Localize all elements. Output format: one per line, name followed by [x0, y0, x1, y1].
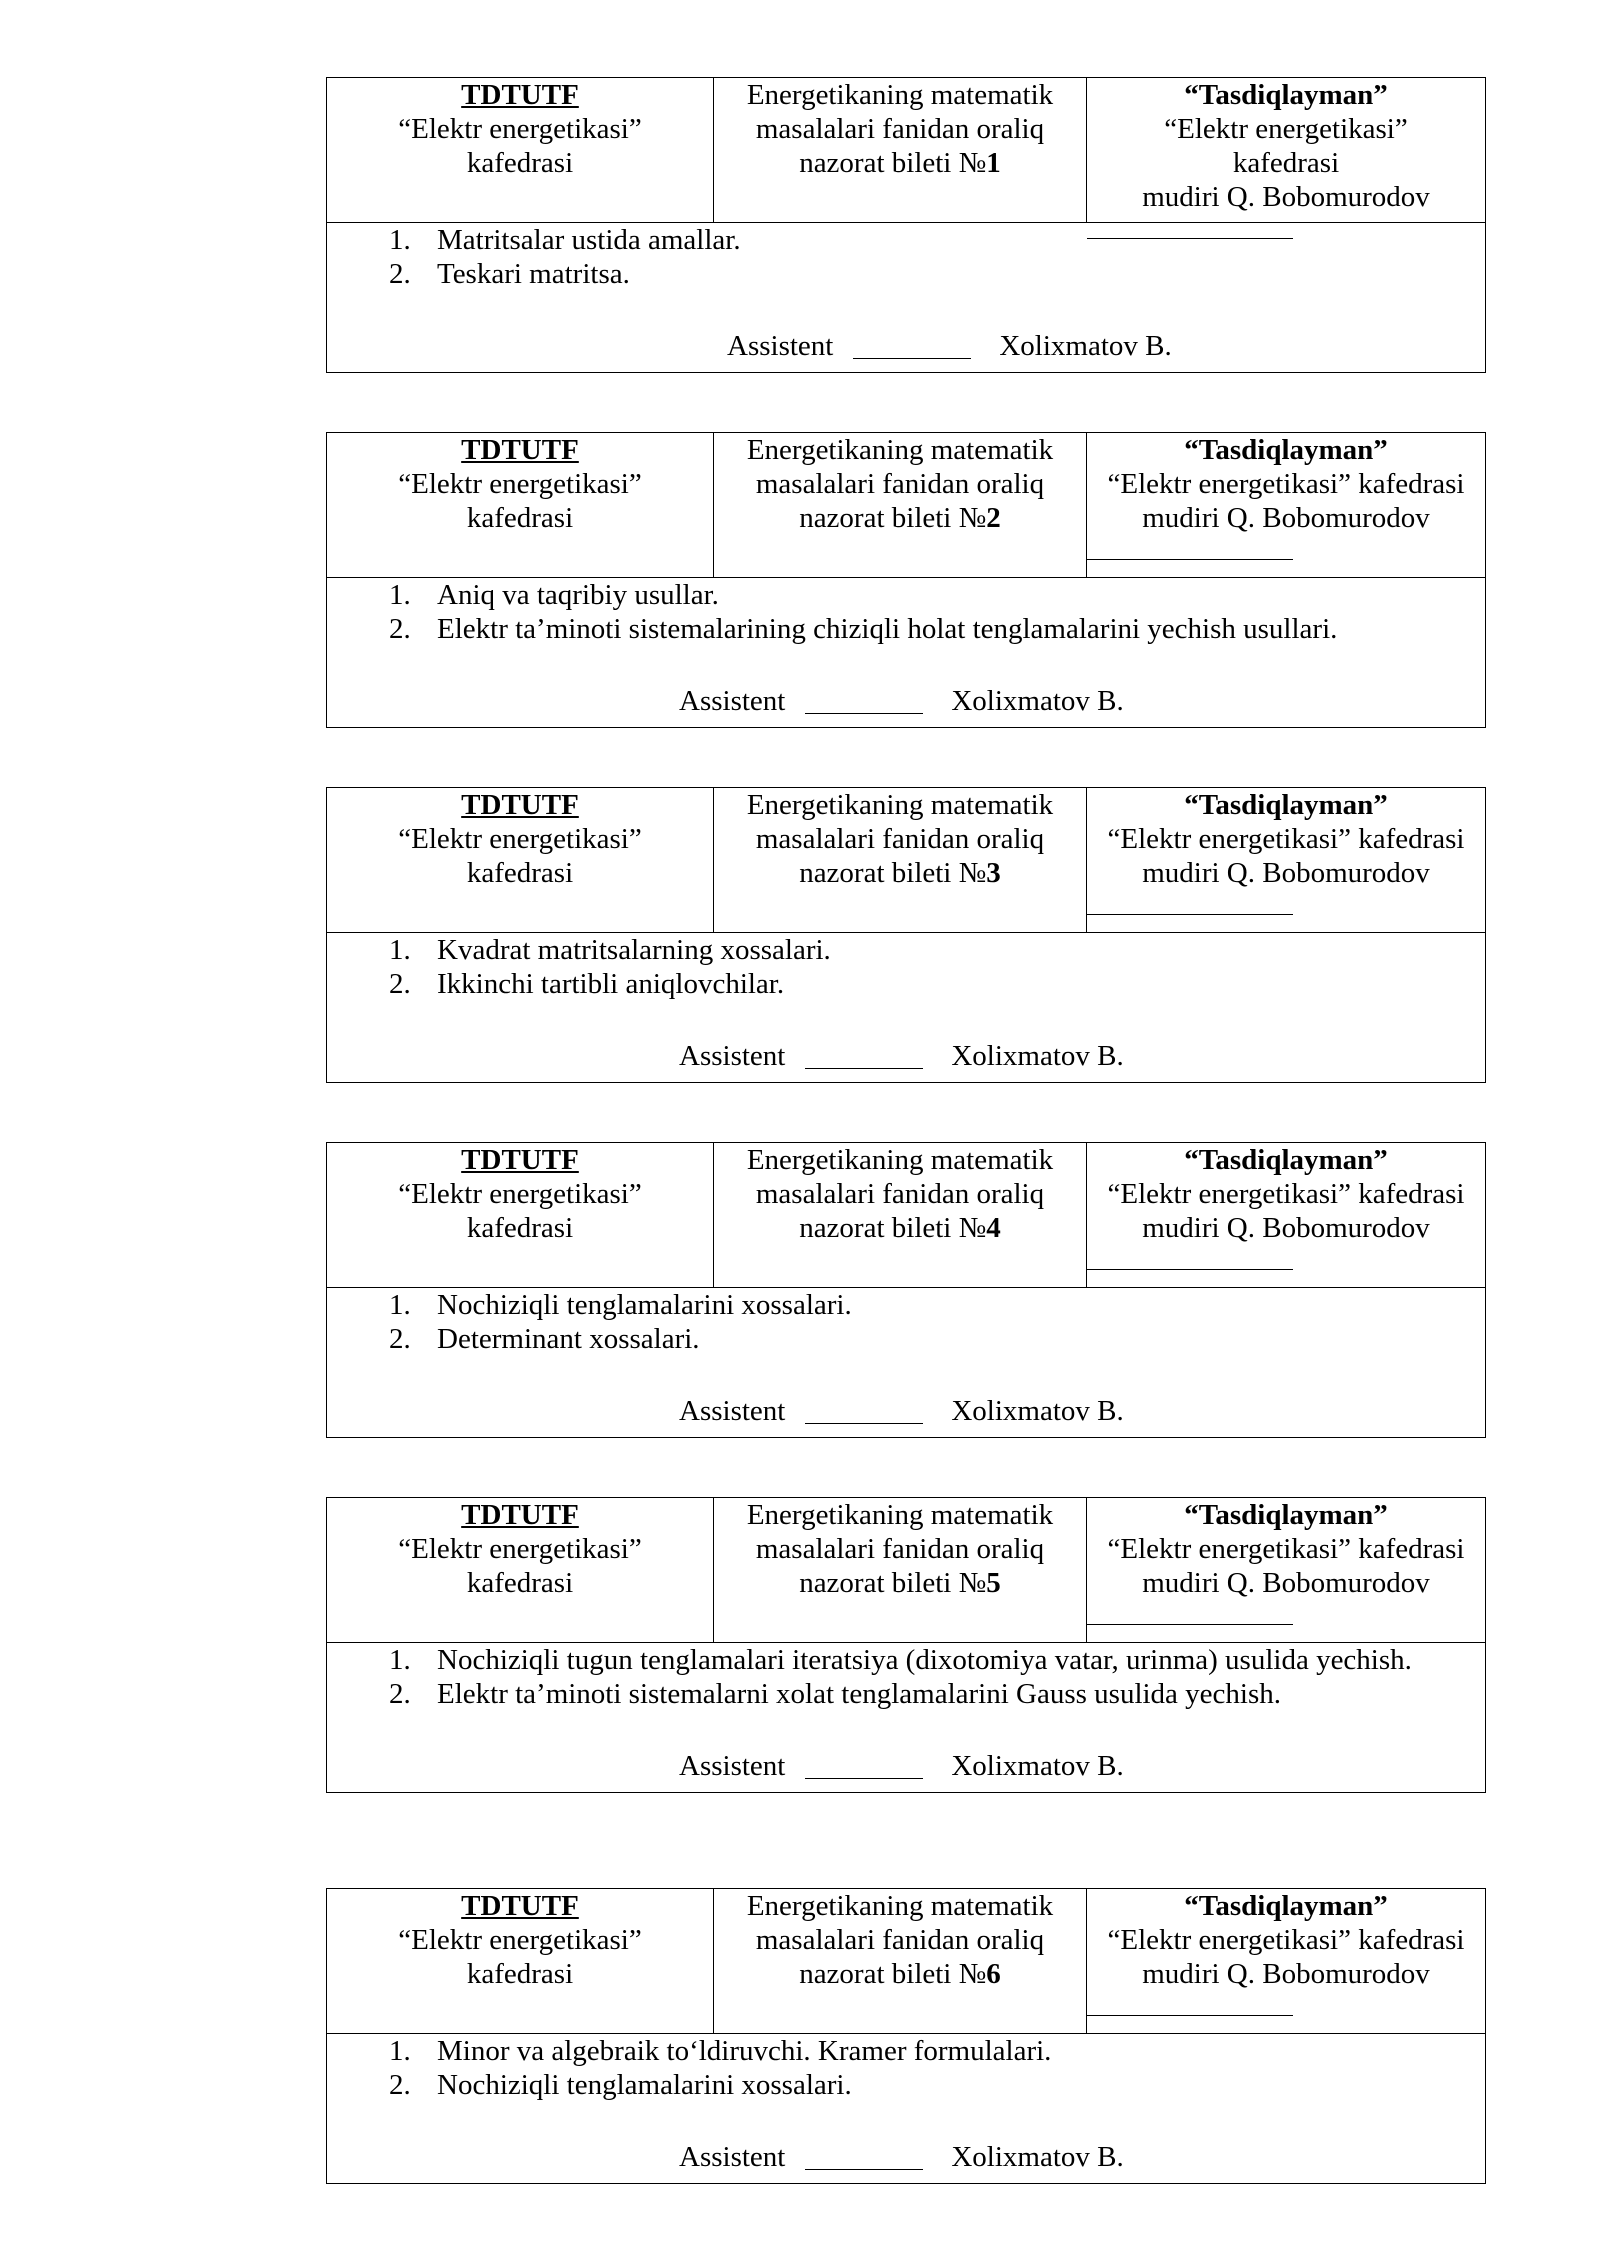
assistant-sign-line — [805, 1778, 923, 1779]
department-line-1: “Elektr energetikasi” — [398, 823, 642, 855]
title-line-2: masalalari fanidan oraliq — [755, 1178, 1045, 1210]
ticket-number: 1 — [986, 147, 1001, 179]
question-2 — [389, 1677, 1281, 1711]
title-line-1: Energetikaning matematik — [746, 1499, 1054, 1531]
exam-ticket — [326, 432, 1486, 728]
title-line-2: masalalari fanidan oraliq — [755, 468, 1045, 500]
approve-label: “Tasdiqlayman” — [1184, 434, 1388, 466]
question-number: 2. — [389, 1323, 411, 1355]
question-number: 1. — [389, 224, 411, 256]
approve-label: “Tasdiqlayman” — [1184, 1144, 1388, 1176]
assistant-signature — [327, 1039, 1600, 1073]
approver-line-3: mudiri Q. Bobomurodov — [1142, 857, 1430, 889]
title-line-2: masalalari fanidan oraliq — [755, 1924, 1045, 1956]
question-number: 2. — [389, 1678, 411, 1710]
question-text: Nochiziqli tugun tenglamalari iteratsiya (dixotomiya vatar, urinma) usulida yechish. — [437, 1644, 1412, 1676]
assistant-label: Assistent — [679, 1750, 786, 1782]
title-line-1: Energetikaning matematik — [746, 1144, 1054, 1176]
approve-label: “Tasdiqlayman” — [1184, 1499, 1388, 1531]
department-line-2: kafedrasi — [466, 147, 574, 179]
approver-line-3: mudiri Q. Bobomurodov — [1142, 1958, 1430, 1990]
approver-line-1: “Elektr energetikasi” kafedrasi — [1107, 1178, 1465, 1210]
assistant-label: Assistent — [679, 1040, 786, 1072]
ticket-title-cell — [714, 78, 1087, 222]
question-number: 1. — [389, 934, 411, 966]
assistant-label: Assistent — [679, 685, 786, 717]
ticket-title-cell — [714, 1889, 1087, 2033]
approval-cell — [1087, 433, 1485, 577]
assistant-sign-line — [805, 2169, 923, 2170]
ticket-header — [327, 78, 1485, 223]
signature-line — [1087, 1247, 1485, 1270]
question-1 — [389, 933, 831, 967]
exam-ticket — [326, 77, 1486, 373]
department-line-2: kafedrasi — [466, 857, 574, 889]
ticket-number: 6 — [986, 1958, 1001, 1990]
assistant-signature — [327, 329, 1600, 363]
approver-line-1: “Elektr energetikasi” kafedrasi — [1107, 468, 1465, 500]
department-line-1: “Elektr energetikasi” — [398, 468, 642, 500]
ticket-number: 2 — [986, 502, 1001, 534]
title-line-3: nazorat bileti №6 — [799, 1958, 1001, 1990]
ticket-header — [327, 1498, 1485, 1643]
department-line-2: kafedrasi — [466, 1567, 574, 1599]
title-line-1: Energetikaning matematik — [746, 79, 1054, 111]
exam-ticket — [326, 787, 1486, 1083]
assistant-name: Xolixmatov B. — [951, 1750, 1124, 1782]
question-2 — [389, 967, 784, 1001]
question-text: Nochiziqli tenglamalarini xossalari. — [437, 2069, 852, 2101]
title-line-2: masalalari fanidan oraliq — [755, 823, 1045, 855]
approver-line-2: kafedrasi — [1232, 147, 1340, 179]
ticket-title-cell — [714, 1143, 1087, 1287]
question-text: Teskari matritsa. — [437, 258, 630, 290]
question-1 — [389, 2034, 1051, 2068]
question-2 — [389, 612, 1337, 646]
question-1 — [389, 1643, 1412, 1677]
approver-line-1: “Elektr energetikasi” kafedrasi — [1107, 1924, 1465, 1956]
ticket-body — [327, 578, 1485, 727]
department-line-1: “Elektr energetikasi” — [398, 1924, 642, 1956]
question-text: Elektr ta’minoti sistemalarni xolat tenglamalarini Gauss usulida yechish. — [437, 1678, 1282, 1710]
org-name: TDTUTF — [461, 1890, 579, 1922]
ticket-header — [327, 1143, 1485, 1288]
title-line-1: Energetikaning matematik — [746, 1890, 1054, 1922]
question-text: Determinant xossalari. — [437, 1323, 700, 1355]
ticket-header — [327, 1889, 1485, 2034]
department-line-1: “Elektr energetikasi” — [398, 113, 642, 145]
signature-line — [1087, 1602, 1485, 1625]
question-number: 1. — [389, 2035, 411, 2067]
question-1 — [389, 578, 719, 612]
title-line-1: Energetikaning matematik — [746, 789, 1054, 821]
question-text: Aniq va taqribiy usullar. — [437, 579, 719, 611]
title-line-3: nazorat bileti №5 — [799, 1567, 1001, 1599]
approval-cell — [1087, 78, 1485, 222]
approver-line-3: mudiri Q. Bobomurodov — [1142, 1212, 1430, 1244]
question-text: Kvadrat matritsalarning xossalari. — [437, 934, 831, 966]
signature-line — [1087, 892, 1485, 915]
department-cell — [327, 1143, 714, 1287]
question-text: Elektr ta’minoti sistemalarining chiziqli holat tenglamalarini yechish usullari. — [437, 613, 1338, 645]
ticket-header — [327, 788, 1485, 933]
signature-line — [1087, 537, 1485, 560]
org-name: TDTUTF — [461, 434, 579, 466]
question-number: 1. — [389, 1644, 411, 1676]
question-1 — [389, 1288, 852, 1322]
question-number: 2. — [389, 2069, 411, 2101]
title-line-2: masalalari fanidan oraliq — [755, 1533, 1045, 1565]
assistant-name: Xolixmatov B. — [951, 1040, 1124, 1072]
question-number: 1. — [389, 1289, 411, 1321]
department-cell — [327, 788, 714, 932]
approver-line-1: “Elektr energetikasi” kafedrasi — [1107, 1533, 1465, 1565]
assistant-name: Xolixmatov B. — [951, 2141, 1124, 2173]
question-text: Matritsalar ustida amallar. — [437, 224, 741, 256]
ticket-title-cell — [714, 433, 1087, 577]
assistant-name: Xolixmatov B. — [999, 330, 1172, 362]
department-cell — [327, 1889, 714, 2033]
question-1 — [389, 223, 741, 257]
exam-ticket — [326, 1142, 1486, 1438]
title-line-2: masalalari fanidan oraliq — [755, 113, 1045, 145]
approval-cell — [1087, 788, 1485, 932]
question-2 — [389, 1322, 700, 1356]
approve-label: “Tasdiqlayman” — [1184, 79, 1388, 111]
question-text: Nochiziqli tenglamalarini xossalari. — [437, 1289, 852, 1321]
approver-line-3: mudiri Q. Bobomurodov — [1142, 1567, 1430, 1599]
ticket-title-cell — [714, 788, 1087, 932]
assistant-label: Assistent — [679, 2141, 786, 2173]
assistant-signature — [327, 1749, 1600, 1783]
org-name: TDTUTF — [461, 1499, 579, 1531]
ticket-body — [327, 1288, 1485, 1437]
ticket-title-cell — [714, 1498, 1087, 1642]
ticket-number: 3 — [986, 857, 1001, 889]
question-2 — [389, 2068, 852, 2102]
department-line-1: “Elektr energetikasi” — [398, 1533, 642, 1565]
question-2 — [389, 257, 630, 291]
approver-line-3: mudiri Q. Bobomurodov — [1142, 181, 1430, 213]
department-line-2: kafedrasi — [466, 1958, 574, 1990]
approve-label: “Tasdiqlayman” — [1184, 1890, 1388, 1922]
signature-line — [1087, 1993, 1485, 2016]
approval-cell — [1087, 1498, 1485, 1642]
title-line-3: nazorat bileti №2 — [799, 502, 1001, 534]
ticket-body — [327, 223, 1485, 372]
ticket-number: 4 — [986, 1212, 1001, 1244]
department-line-2: kafedrasi — [466, 502, 574, 534]
question-number: 2. — [389, 613, 411, 645]
question-number: 2. — [389, 258, 411, 290]
department-line-1: “Elektr energetikasi” — [398, 1178, 642, 1210]
org-name: TDTUTF — [461, 79, 579, 111]
title-line-3: nazorat bileti №3 — [799, 857, 1001, 889]
approver-line-1: “Elektr energetikasi” — [1164, 113, 1408, 145]
ticket-number: 5 — [986, 1567, 1001, 1599]
approval-cell — [1087, 1889, 1485, 2033]
assistant-sign-line — [805, 1423, 923, 1424]
assistant-signature — [327, 1394, 1600, 1428]
title-line-3: nazorat bileti №4 — [799, 1212, 1001, 1244]
department-line-2: kafedrasi — [466, 1212, 574, 1244]
title-line-1: Energetikaning matematik — [746, 434, 1054, 466]
approve-label: “Tasdiqlayman” — [1184, 789, 1388, 821]
assistant-label: Assistent — [727, 330, 834, 362]
question-text: Ikkinchi tartibli aniqlovchilar. — [437, 968, 785, 1000]
exam-ticket — [326, 1497, 1486, 1793]
ticket-body — [327, 2034, 1485, 2183]
assistant-name: Xolixmatov B. — [951, 1395, 1124, 1427]
question-number: 1. — [389, 579, 411, 611]
department-cell — [327, 78, 714, 222]
approval-cell — [1087, 1143, 1485, 1287]
ticket-header — [327, 433, 1485, 578]
org-name: TDTUTF — [461, 789, 579, 821]
assistant-signature — [327, 684, 1600, 718]
assistant-sign-line — [805, 713, 923, 714]
question-text: Minor va algebraik to‘ldiruvchi. Kramer formulalari. — [437, 2035, 1052, 2067]
title-line-3: nazorat bileti №1 — [799, 147, 1001, 179]
exam-ticket — [326, 1888, 1486, 2184]
assistant-sign-line — [805, 1068, 923, 1069]
assistant-label: Assistent — [679, 1395, 786, 1427]
ticket-body — [327, 933, 1485, 1082]
approver-line-3: mudiri Q. Bobomurodov — [1142, 502, 1430, 534]
department-cell — [327, 433, 714, 577]
assistant-sign-line — [853, 358, 971, 359]
assistant-signature — [327, 2140, 1600, 2174]
org-name: TDTUTF — [461, 1144, 579, 1176]
department-cell — [327, 1498, 714, 1642]
approver-line-1: “Elektr energetikasi” kafedrasi — [1107, 823, 1465, 855]
ticket-body — [327, 1643, 1485, 1792]
question-number: 2. — [389, 968, 411, 1000]
assistant-name: Xolixmatov B. — [951, 685, 1124, 717]
